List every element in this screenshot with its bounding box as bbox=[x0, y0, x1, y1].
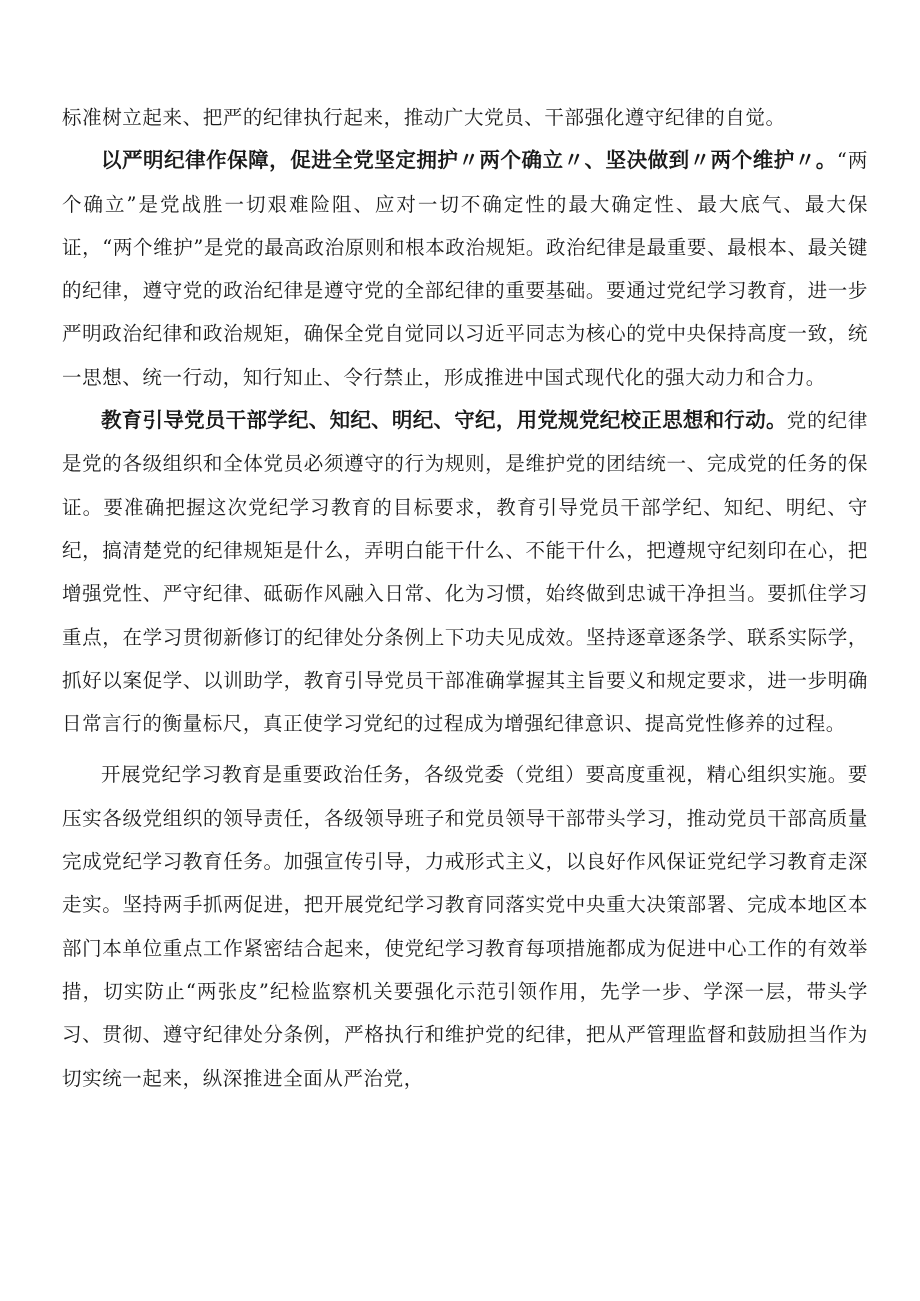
paragraph-learn-discipline bbox=[62, 399, 868, 745]
paragraph-two-establishments bbox=[62, 139, 868, 399]
section-heading-discipline-guarantee: 以严明纪律作保障，促进全党坚定拥护〃两个确立〃、坚决做到〃两个维护〃。 bbox=[101, 148, 837, 173]
paragraph-body-learn-discipline: 党的纪律是党的各级组织和全体党员必须遵守的行为规则，是维护党的团结统一、完成党的任务的保证。要准确把握这次党纪学习教育的目标要求，教育引导党员干部学纪、知纪、明纪、守纪，搞清楚党的纪律规矩是什么，弄明白能干什么、不能干什么，把遵规守纪刻印在心，把增强党性、严守纪律、砥砺作风融入日常、化为习惯，始终做到忠诚干净担当。要抓住学习重点，在学习贯彻新修订的纪律处分条例上下功夫见成效。坚持逐章逐条学、联系实际学，抓好以案促学、以训助学，教育引导党员干部准确掌握其主旨要义和规定要求，进一步明确日常言行的衡量标尺，真正使学习党纪的过程成为增强纪律意识、提高党性修养的过程。 bbox=[62, 409, 869, 736]
section-heading-learn-discipline: 教育引导党员干部学纪、知纪、明纪、守纪，用党规党纪校正思想和行动。 bbox=[101, 408, 787, 433]
paragraph-organize-implementation: 开展党纪学习教育是重要政治任务，各级党委（党组）要高度重视，精心组织实施。要压实各级党组织的领导责任，各级领导班子和党员领导干部带头学习，推动党员干部高质量完成党纪学习教育任务。加强宣传引导，力戒形式主义，以良好作风保证党纪学习教育走深走实。坚持两手抓两促进，把开展党纪学习教育同落实党中央重大决策部署、完成本地区本部门本单位重点工作紧密结合起来，使党纪学习教育每项措施都成为促进中心工作的有效举措，切实防止“两张皮”纪检监察机关要强化示范引领作用，先学一步、学深一层，带头学习、贯彻、遵守纪律处分条例，严格执行和维护党的纪律，把从严管理监督和鼓励担当作为切实统一起来，纵深推进全面从严治党， bbox=[62, 763, 868, 1090]
paragraph-body-two-establishments: “两个确立”是党战胜一切艰难险阻、应对一切不确定性的最大确定性、最大底气、最大保证，“两个维护”是党的最高政治原则和根本政治规矩。政治纪律是最重要、最根本、最关键的纪律，遵守党的政治纪律是遵守党的全部纪律的重要基础。要通过党纪学习教育，进一步严明政治纪律和政治规矩，确保全党自觉同以习近平同志为核心的党中央保持高度一致，统一思想、统一行动，知行知止、令行禁止，形成推进中国式现代化的强大动力和合力。 bbox=[62, 149, 869, 389]
paragraph-continuation: 标准树立起来、把严的纪律执行起来，推动广大党员、干部强化遵守纪律的自觉。 bbox=[62, 106, 786, 129]
